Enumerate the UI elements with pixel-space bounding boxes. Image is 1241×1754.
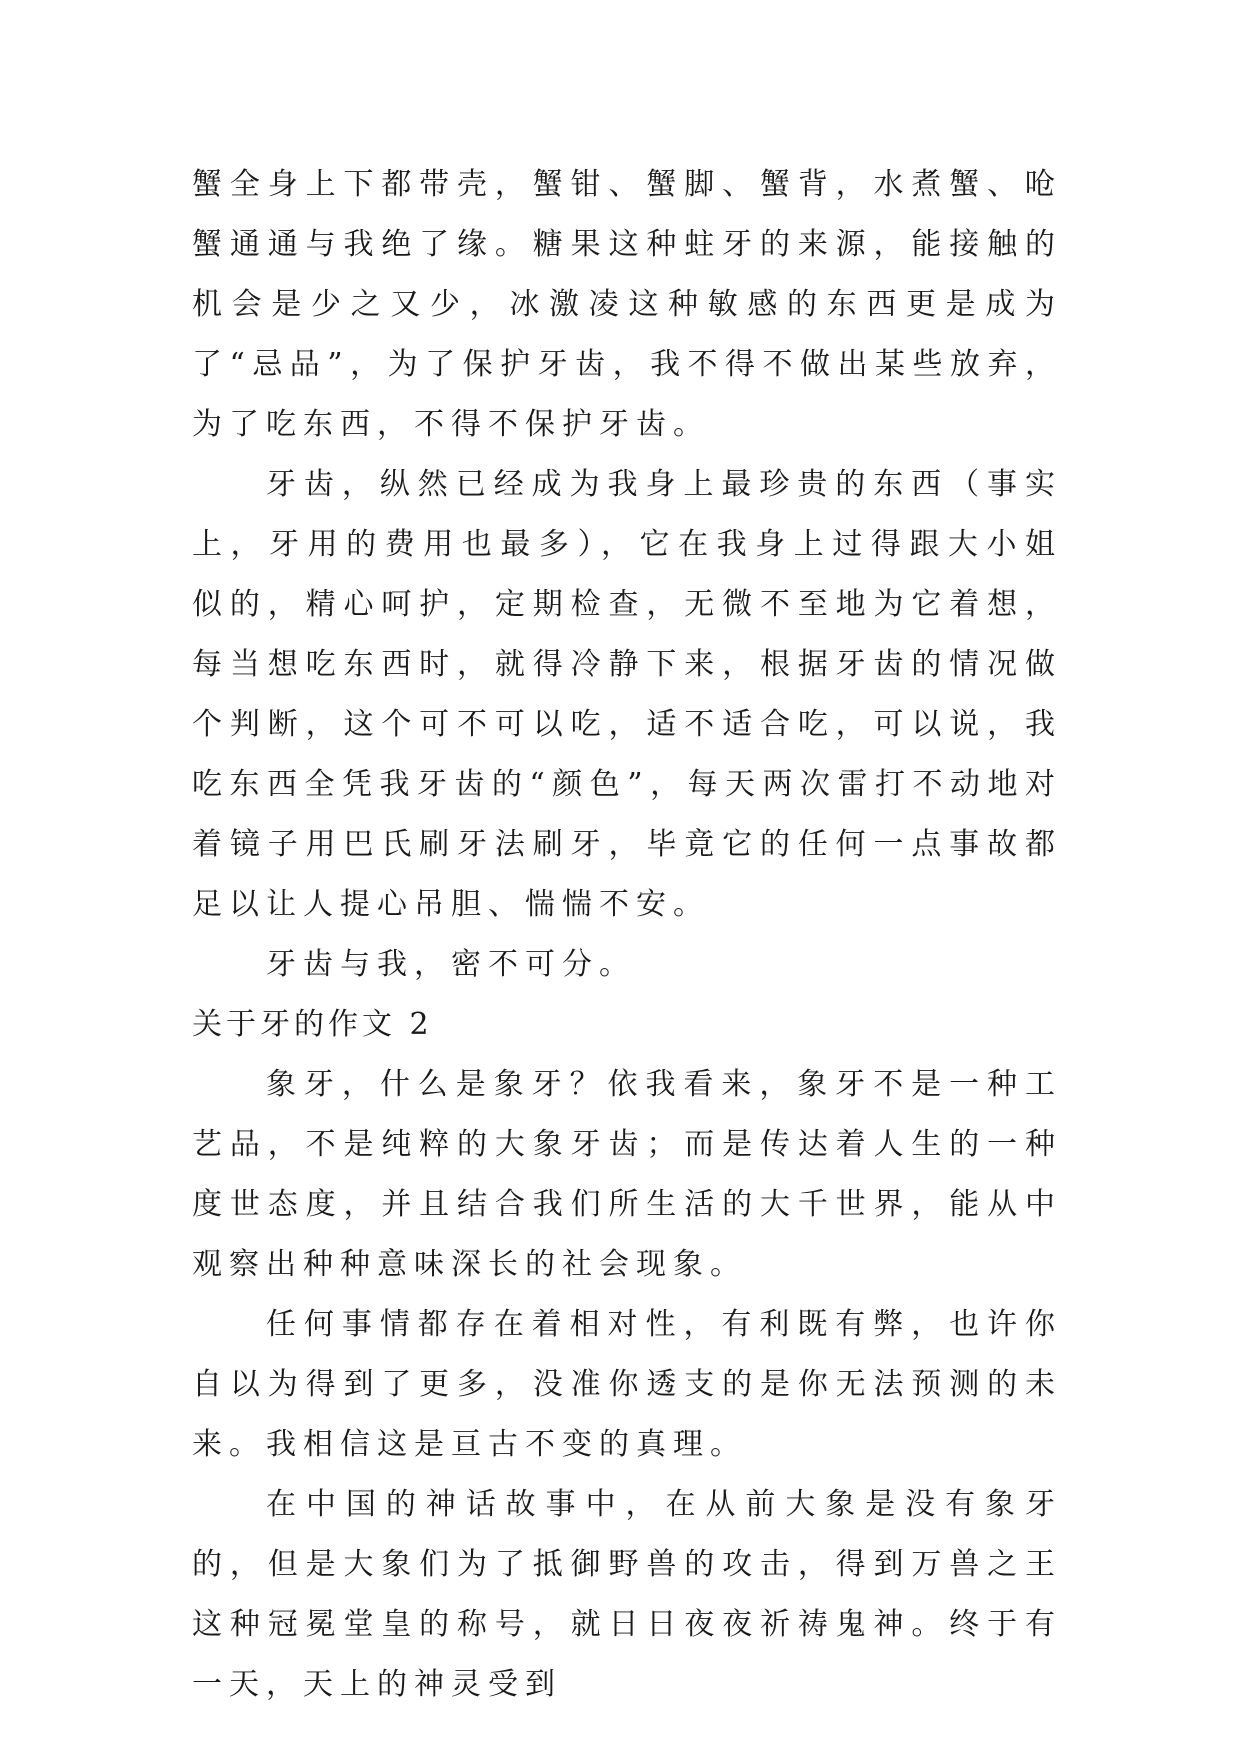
paragraph: 牙齿与我，密不可分。 bbox=[266, 947, 636, 982]
paragraph: 牙齿，纵然已经成为我身上最珍贵的东西（事实上，牙用的费用也最多），它在我身上过得跟大小姐似的，精心呵护，定期检查，无微不至地为它着想，每当想吃东西时，就得冷静下来，根据牙齿的情况做个判断，这个可不可以吃，适不适合吃，可以说，我吃东西全凭我牙齿的“颜色”，每天两次雷打不动地对着镜子用巴氏刷牙法刷牙，毕竟它的任何一点事故都足以让人提心吊胆、惴惴不安。 bbox=[192, 467, 1062, 922]
paragraph: 任何事情都存在着相对性，有利既有弊，也许你自以为得到了更多，没准你透支的是你无法预测的未来。我相信这是亘古不变的真理。 bbox=[192, 1307, 1062, 1462]
paragraph: 象牙，什么是象牙？依我看来，象牙不是一种工艺品，不是纯粹的大象牙齿；而是传达着人生的一种度世态度，并且结合我们所生活的大千世界，能从中观察出种种意味深长的社会现象。 bbox=[192, 1067, 1062, 1282]
paragraph-continued: 蟹全身上下都带壳，蟹钳、蟹脚、蟹背，水煮蟹、呛蟹通通与我绝了缘。糖果这种蛀牙的来源，能接触的机会是少之又少，冰激凌这种敏感的东西更是成为了“忌品”，为了保护牙齿，我不得不做出某些放弃，为了吃东西，不得不保护牙齿。 bbox=[192, 167, 1062, 442]
paragraph: 在中国的神话故事中，在从前大象是没有象牙的，但是大象们为了抵御野兽的攻击，得到万兽之王这种冠冕堂皇的称号，就日日夜夜祈祷鬼神。终于有一天，天上的神灵受到 bbox=[192, 1487, 1062, 1702]
section-heading: 关于牙的作文 2 bbox=[192, 1007, 433, 1042]
document-body bbox=[192, 155, 1062, 1715]
